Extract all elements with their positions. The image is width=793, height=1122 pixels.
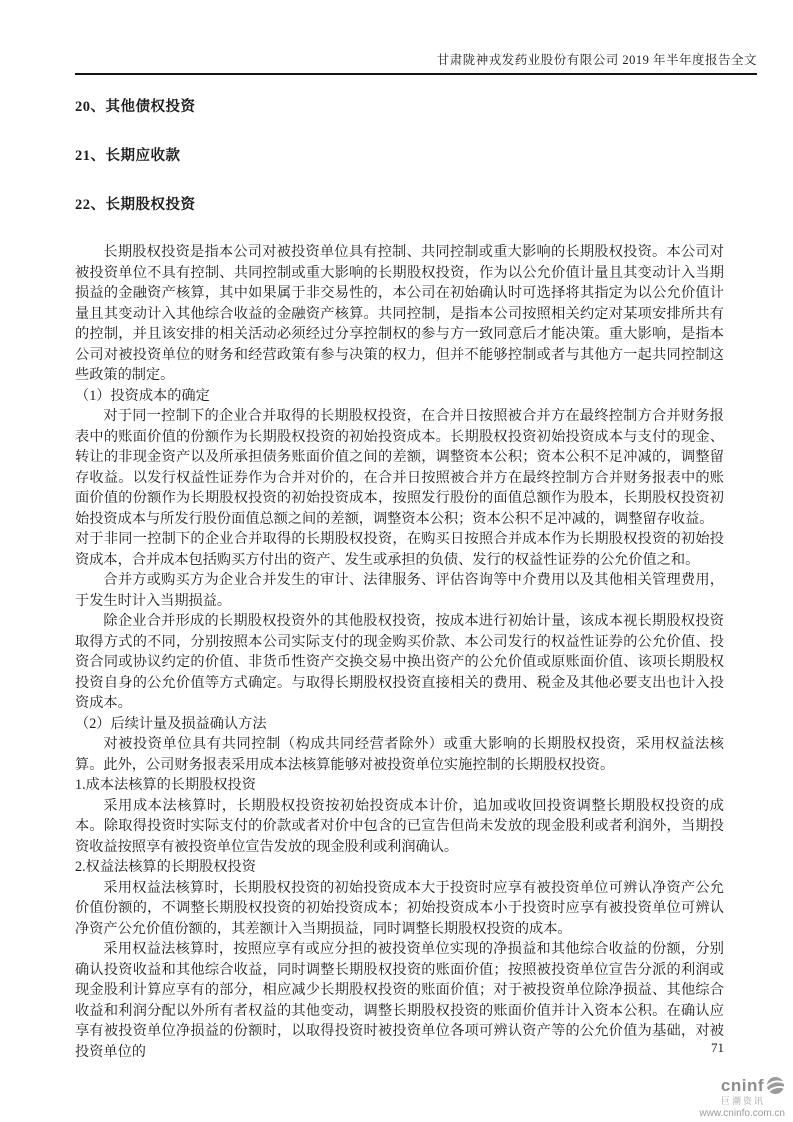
- paragraph-same-control: 对于同一控制下的企业合并取得的长期股权投资，在合并日按照被合并方在最终控制方合并财务报表中的账面价值的份额作为长期股权投资的初始投资成本。长期股权投资初始投资成本与支付的现金、转让的非现金资产以及所承担债务账面价值之间的差额，调整资本公积；资本公积不足冲减的，调整留存收益。以发行权益性证券作为合并对价的，在合并日按照被合并方在最终控制方合并财务报表中的账面价值的份额作为长期股权投资的初始投资成本，按照发行股份的面值总额作为股本，长期股权投资初始投资成本与所发行股份面值总额之间的差额，调整资本公积；资本公积不足冲减的，调整留存收益。: [75, 408, 724, 527]
- logo-brand-row: [721, 1076, 785, 1095]
- heading-long-term-equity-investments: 22、长期股权投资: [75, 197, 196, 213]
- paragraph-equity-method-initial: 采用权益法核算时，长期股权投资的初始投资成本大于投资时应享有被投资单位可辨认净资产公允价值份额的，不调整长期股权投资的初始投资成本；初始投资成本小于投资时应享有被投资单位可辨认净资产公允价值份额的，其差额计入当期损益，同时调整长期股权投资的成本。: [75, 879, 724, 937]
- header-title: 甘肃陇神戎发药业股份有限公司 2019 年半年度报告全文: [436, 53, 757, 67]
- subheading-investment-cost: （1）投资成本的确定: [75, 387, 210, 404]
- paragraph-definition: 长期股权投资是指本公司对被投资单位具有控制、共同控制或重大影响的长期股权投资。本公司对被投资单位不具有控制、共同控制或重大影响的长期股权投资，作为以公允价值计量且其变动计入当期损益的金融资产核算，其中如果属于非交易性的，本公司在初始确认时可选择将其指定为以公允价值计量且其变动计入其他综合收益的金融资产核算。共同控制，是指本公司按照相关约定对某项安排所共有的控制，并且该安排的相关活动必须经过分享控制权的参与方一致同意后才能决策。重大影响，是指本公司对被投资单位的财务和经营政策有参与决策的权力，但并不能够控制或者与其他方一起共同控制这些政策的制定。: [75, 244, 724, 383]
- cninfo-logo: [699, 1076, 785, 1119]
- paragraph-cost-method: 采用成本法核算时，长期股权投资按初始投资成本计价，追加或收回投资调整长期股权投资的成本。除取得投资时实际支付的价款或者对价中包含的已宣告但尚未发放的现金股利或者利润外，当期投资收益按照享有被投资单位宣告发放的现金股利或利润确认。: [75, 797, 724, 855]
- logo-caption: 巨潮资讯: [720, 1096, 765, 1106]
- page-content: [75, 95, 724, 1062]
- paragraph-equity-method-gains: 采用权益法核算时，按照应享有或应分担的被投资单位实现的净损益和其他综合收益的份额，分别确认投资收益和其他综合收益，同时调整长期股权投资的账面价值；按照被投资单位宣告分派的利润或现金股利计算应享有的部分，相应减少长期股权投资的账面价值；对于被投资单位除净损益、其他综合收益和利润分配以外所有者权益的其他变动，调整长期股权投资的账面价值并计入资本公积。在确认应享有被投资单位净损益的份额时，以取得投资时被投资单位各项可辨认资产等的公允价值为基础，对被投资单位的: [75, 941, 724, 1060]
- page-header: [75, 50, 757, 75]
- logo-url: www.cninfo.com.cn: [699, 1108, 785, 1119]
- section-body: [75, 242, 724, 1062]
- paragraph-other-equity: 除企业合并形成的长期股权投资外的其他股权投资，按成本进行初始计量，该成本视长期股权投资取得方式的不同，分别按照本公司实际支付的现金购买价款、本公司发行的权益性证券的公允价值、投资合同或协议约定的价值、非货币性资产交换交易中换出资产的公允价值或原账面价值、该项长期股权投资自身的公允价值等方式确定。与取得长期股权投资直接相关的费用、税金及其他必要支出也计入投资成本。: [75, 613, 724, 711]
- paragraph-intermediary-fees: 合并方或购买方为企业合并发生的审计、法律服务、评估咨询等中介费用以及其他相关管理费用，于发生时计入当期损益。: [75, 572, 724, 609]
- logo-brand-text: cninf: [720, 1076, 764, 1095]
- heading-other-debt-investments: 20、其他债权投资: [75, 99, 196, 115]
- swirl-icon: [766, 1076, 785, 1095]
- subheading-subsequent-measure: （2）后续计量及损益确认方法: [75, 715, 267, 732]
- paragraph-equity-method-scope: 对被投资单位具有共同控制（构成共同经营者除外）或重大影响的长期股权投资，采用权益法核算。此外，公司财务报表采用成本法核算能够对被投资单位实施控制的长期股权投资。: [75, 736, 724, 773]
- page-number: 71: [711, 1040, 724, 1055]
- paragraph-non-same-control: 对于非同一控制下的企业合并取得的长期股权投资，在购买日按照合并成本作为长期股权投资的初始投资成本，合并成本包括购买方付出的资产、发生或承担的负债、发行的权益性证券的公允价值之和。: [75, 531, 724, 568]
- subheading-cost-method: 1.成本法核算的长期股权投资: [75, 777, 256, 793]
- subheading-equity-method: 2.权益法核算的长期股权投资: [75, 859, 256, 875]
- heading-long-term-receivables: 21、长期应收款: [75, 148, 181, 164]
